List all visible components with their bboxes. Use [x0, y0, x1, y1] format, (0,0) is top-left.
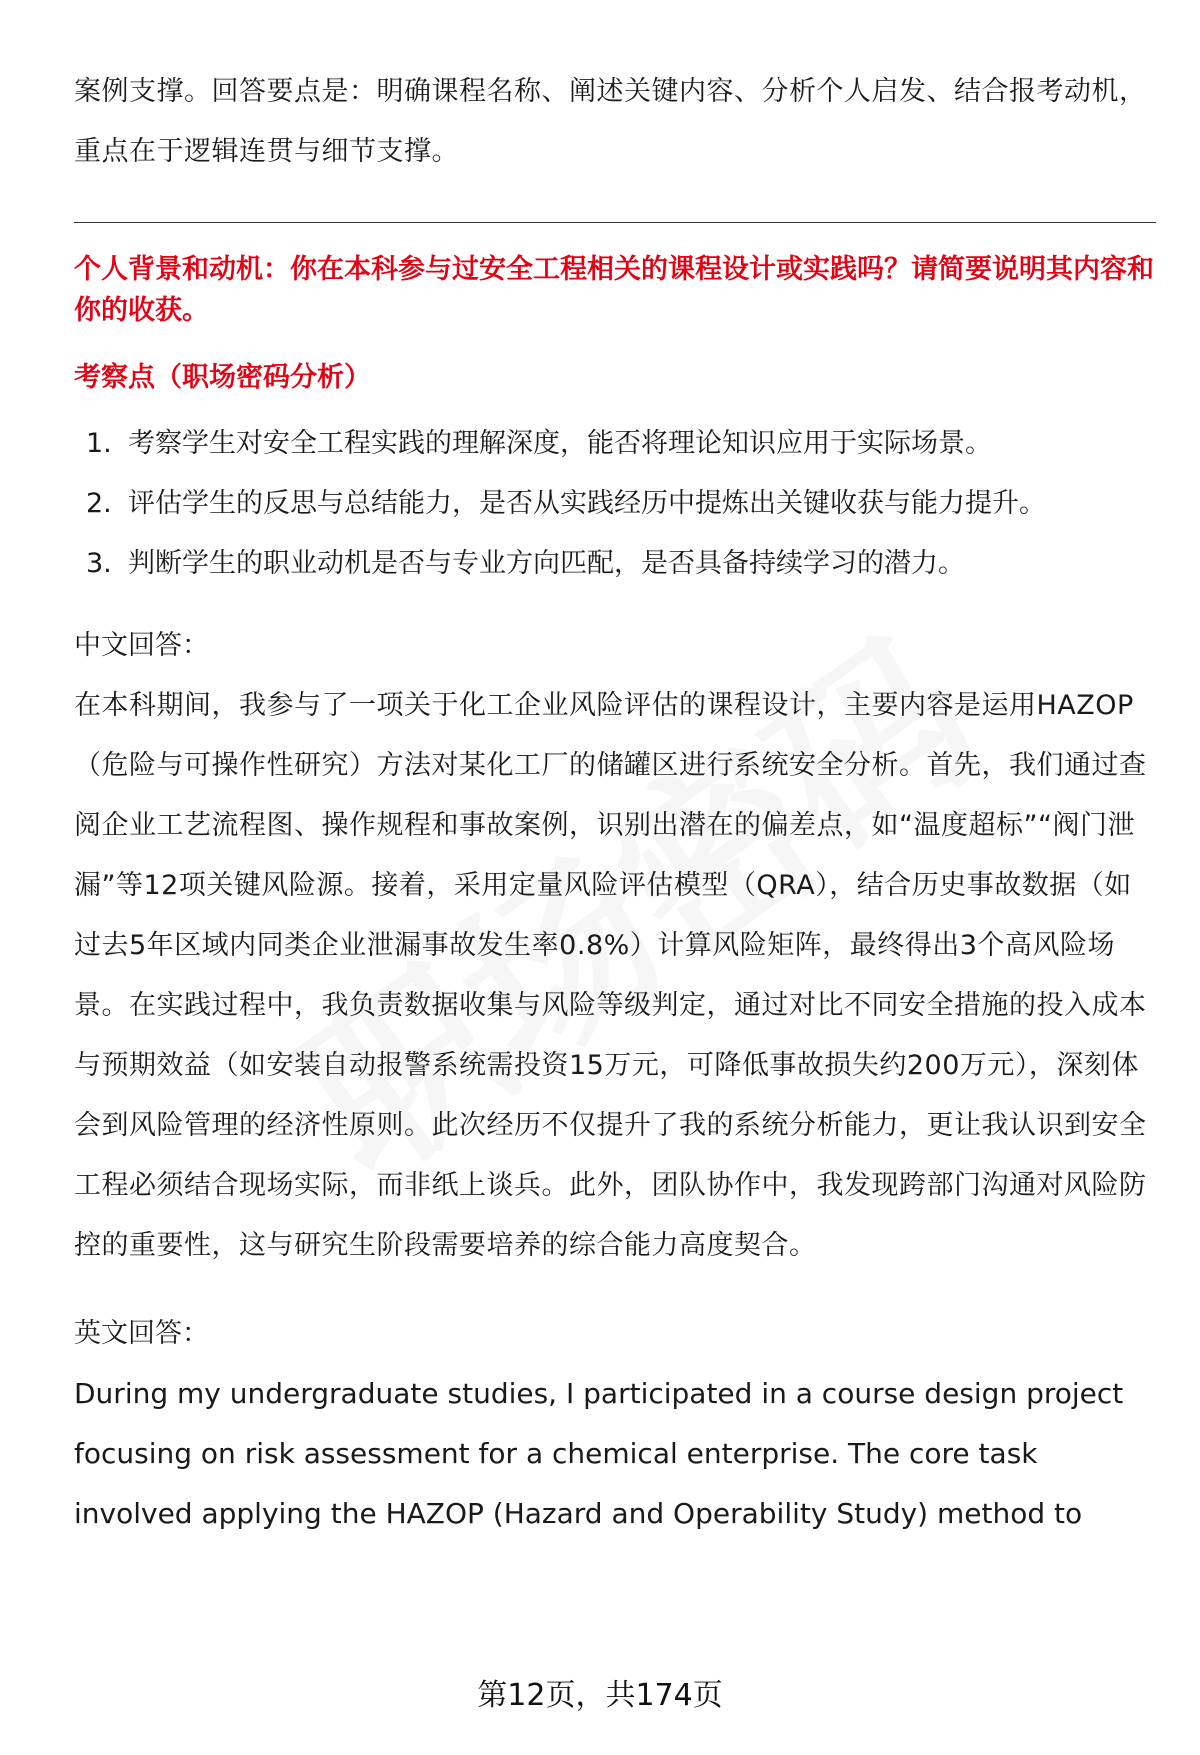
analysis-point	[74, 534, 1156, 594]
point-number: 3.	[86, 548, 112, 579]
analysis-points-list	[74, 414, 1156, 594]
chinese-answer-text: 在本科期间，我参与了一项关于化工企业风险评估的课程设计，主要内容是运用HAZOP（危险与可操作性研究）方法对某化工厂的储罐区进行系统安全分析。首先，我们通过查阅企业工艺流程图、操作规程和事故案例，识别出潜在的偏差点，如“温度超标”“阀门泄漏”等12项关键风险源。接着，采用定量风险评估模型（QRA），结合历史事故数据（如过去5年区域内同类企业泄漏事故发生率0.8%）计算风险矩阵，最终得出3个高风险场景。在实践过程中，我负责数据收集与风险等级判定，通过对比不同安全措施的投入成本与预期效益（如安装自动报警系统需投资15万元，可降低事故损失约200万元），深刻体会到风险管理的经济性原则。此次经历不仅提升了我的系统分析能力，更让我认识到安全工程必须结合现场实际，而非纸上谈兵。此外，团队协作中，我发现跨部门沟通对风险防控的重要性，这与研究生阶段需要培养的综合能力高度契合。	[74, 690, 1147, 1261]
chinese-answer-section	[74, 616, 1156, 1276]
point-number: 1.	[86, 428, 112, 459]
english-answer-label: 英文回答：	[74, 1318, 209, 1349]
english-answer-section	[74, 1304, 1156, 1544]
section-divider	[74, 222, 1156, 223]
question-title: 个人背景和动机：你在本科参与过安全工程相关的课程设计或实践吗？请简要说明其内容和你的收获。	[74, 254, 1154, 326]
point-text: 判断学生的职业动机是否与专业方向匹配，是否具备持续学习的潜力。	[128, 548, 965, 579]
document-page	[74, 62, 1156, 1572]
chinese-answer-label: 中文回答：	[74, 630, 209, 661]
analysis-heading: 考察点（职场密码分析）	[74, 362, 371, 393]
point-number: 2.	[86, 488, 112, 519]
analysis-point	[74, 414, 1156, 474]
page-footer: 第12页，共174页	[477, 1678, 723, 1713]
point-text: 考察学生对安全工程实践的理解深度，能否将理论知识应用于实际场景。	[128, 428, 992, 459]
intro-paragraph: 案例支撑。回答要点是：明确课程名称、阐述关键内容、分析个人启发、结合报考动机，重点在于逻辑连贯与细节支撑。	[74, 76, 1147, 167]
point-text: 评估学生的反思与总结能力，是否从实践经历中提炼出关键收获与能力提升。	[128, 488, 1046, 519]
english-answer-text: During my undergraduate studies, I participated in a course design project focusing on risk assessment for a chemical enterprise. The core task involved applying the HAZOP (Hazard and Operability Study) method to	[74, 1377, 1124, 1530]
analysis-point	[74, 474, 1156, 534]
